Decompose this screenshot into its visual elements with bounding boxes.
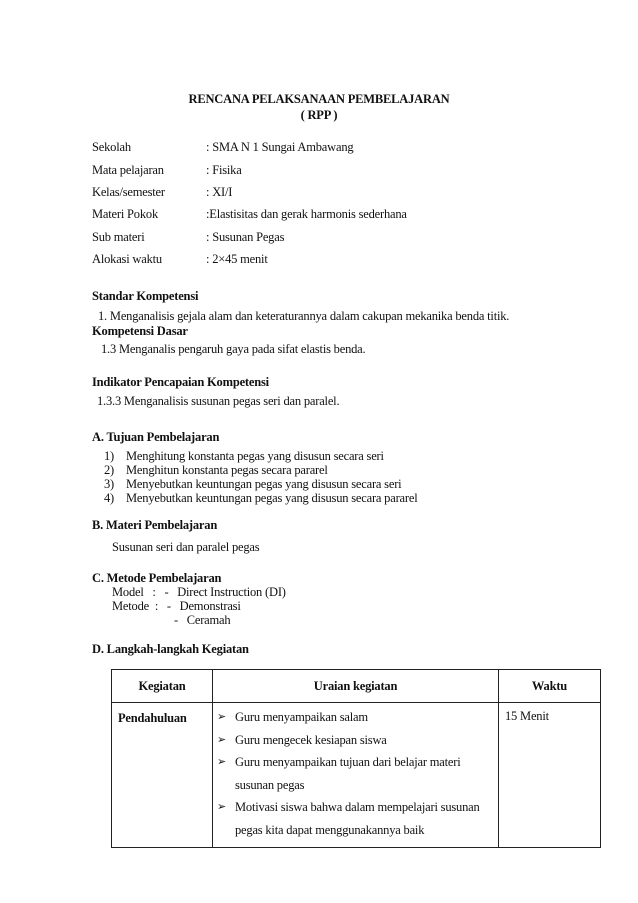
arrow-bullet-icon: ➢ — [217, 800, 227, 813]
list-text: Menghitung konstanta pegas yang disusun secara seri — [126, 449, 384, 463]
list-item — [217, 729, 494, 752]
section-c-heading: C. Metode Pembelajaran — [92, 571, 222, 585]
list-number: 2) — [104, 463, 115, 477]
identity-value: : Fisika — [206, 163, 242, 177]
indikator-item: 1.3.3 Menganalisis susunan pegas seri dan paralel. — [97, 394, 340, 408]
section-c-model: Model : - Direct Instruction (DI) — [112, 585, 286, 599]
activity-bullets — [213, 703, 498, 847]
identity-label: Kelas/semester — [92, 185, 165, 199]
identity-label: Sub materi — [92, 230, 145, 244]
identity-value: : SMA N 1 Sungai Ambawang — [206, 140, 354, 154]
standar-item: 1. Menganalisis gejala alam dan keteraturannya dalam cakupan mekanika benda titik. — [98, 309, 510, 323]
section-c-metode: Metode : - Demonstrasi — [112, 599, 241, 613]
identity-label: Materi Pokok — [92, 207, 158, 221]
section-b-heading: B. Materi Pembelajaran — [92, 518, 218, 532]
identity-value: : XI/I — [206, 185, 233, 199]
section-a-heading: A. Tujuan Pembelajaran — [92, 430, 220, 444]
cell-kegiatan: Pendahuluan — [112, 703, 213, 848]
table-row — [112, 703, 601, 848]
identity-label: Alokasi waktu — [92, 252, 162, 266]
list-item — [217, 796, 494, 841]
section-d-heading: D. Langkah-langkah Kegiatan — [92, 642, 249, 656]
list-text: Menyebutkan keuntungan pegas yang disusun secara pararel — [126, 491, 418, 505]
indikator-heading: Indikator Pencapaian Kompetensi — [92, 375, 269, 389]
bullet-text: Guru menyampaikan salam — [235, 710, 368, 724]
column-header: Kegiatan — [112, 670, 213, 703]
identity-label: Sekolah — [92, 140, 131, 154]
list-number: 4) — [104, 491, 115, 505]
bullet-text: Guru mengecek kesiapan siswa — [235, 732, 387, 747]
section-b-text: Susunan seri dan paralel pegas — [112, 540, 260, 554]
kompetensi-heading: Kompetensi Dasar — [92, 324, 188, 338]
list-number: 3) — [104, 477, 115, 491]
cell-uraian — [213, 703, 499, 848]
identity-value: :Elastisitas dan gerak harmonis sederhana — [206, 207, 407, 221]
document-title: RENCANA PELAKSANAAN PEMBELAJARAN — [188, 92, 450, 106]
column-header: Waktu — [499, 670, 601, 703]
column-header: Uraian kegiatan — [213, 670, 499, 703]
list-item — [217, 706, 494, 729]
kompetensi-item: 1.3 Menganalis pengaruh gaya pada sifat elastis benda. — [101, 342, 366, 356]
list-item — [217, 751, 494, 796]
bullet-text: Motivasi siswa bahwa dalam mempelajari susunan pegas kita dapat menggunakannya baik — [235, 800, 480, 837]
section-c-metode-2: - Ceramah — [174, 613, 231, 627]
cell-waktu: 15 Menit — [499, 703, 601, 848]
arrow-bullet-icon: ➢ — [217, 732, 227, 746]
list-text: Menyebutkan keuntungan pegas yang disusun secara seri — [126, 477, 402, 491]
table-header-row — [112, 670, 601, 703]
bullet-text: Guru menyampaikan tujuan dari belajar materi susunan pegas — [235, 755, 461, 792]
arrow-bullet-icon: ➢ — [217, 710, 227, 723]
identity-value: : Susunan Pegas — [206, 230, 285, 244]
document-subtitle: ( RPP ) — [300, 108, 338, 122]
identity-label: Mata pelajaran — [92, 163, 164, 177]
arrow-bullet-icon: ➢ — [217, 755, 227, 768]
standar-heading: Standar Kompetensi — [92, 289, 199, 303]
list-text: Menghitun konstanta pegas secara pararel — [126, 463, 328, 477]
activities-table — [111, 669, 601, 848]
list-number: 1) — [104, 449, 115, 463]
identity-value: : 2×45 menit — [206, 252, 268, 266]
